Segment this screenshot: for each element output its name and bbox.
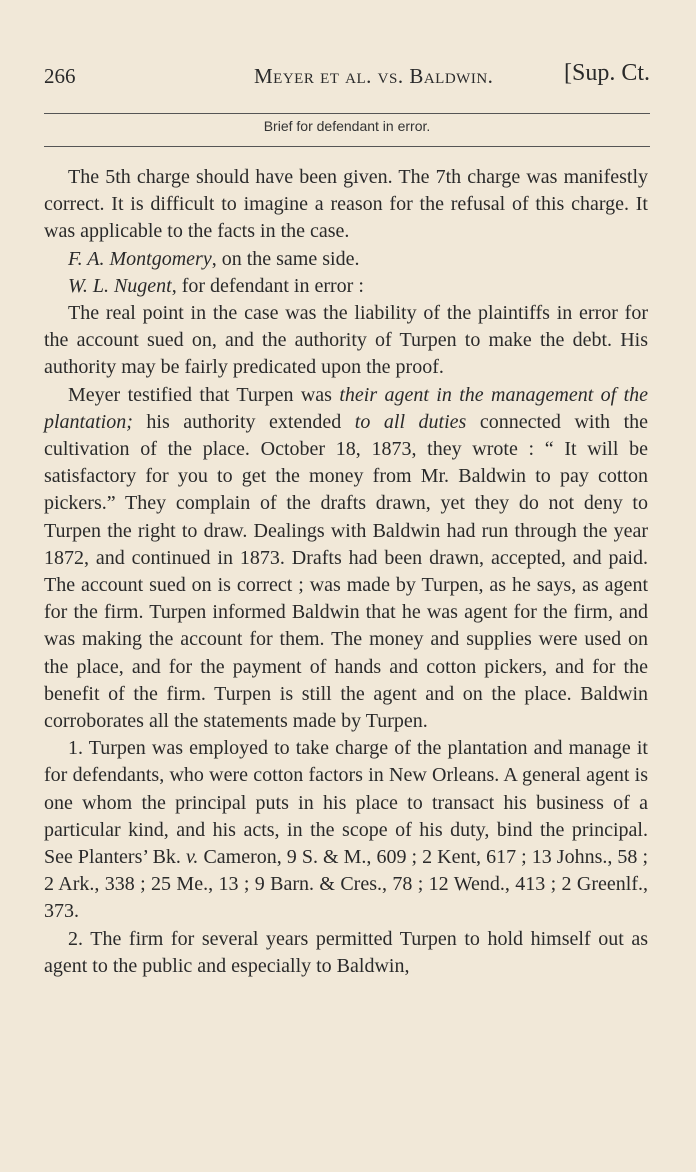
paragraph-point-one	[44, 735, 648, 925]
running-title: Meyer et al. vs. Baldwin.	[254, 64, 494, 88]
paragraph-text: , on the same side.	[211, 247, 360, 270]
header-rule	[44, 113, 650, 114]
italic-text: v.	[185, 846, 199, 869]
page-number: 266	[44, 64, 76, 88]
body-text	[44, 164, 648, 980]
italic-text: to all duties	[354, 410, 467, 433]
paragraph-text: his authority extended	[132, 410, 355, 433]
paragraph-text: 1. Turpen was employed to take charge of the plantation and manage it for defendants, who were cotton factors in New Orleans. A general agent is one whom the principal puts in his place to transact his business of a particular kind, and his acts, in the scope of his duty, bind the principal. See Planters’ Bk.	[44, 737, 648, 869]
counsel-name: F. A. Montgomery	[68, 247, 212, 270]
paragraph-meyer-testimony	[44, 382, 648, 736]
paragraph-text: Meyer testified that Turpen was	[68, 383, 340, 406]
paragraph-text: , for defendant in error :	[171, 274, 364, 297]
counsel-name: W. L. Nugent	[68, 274, 172, 297]
paragraph-real-point: The real point in the case was the liability of the plaintiffs in error for the account sued on, and the authority of Turpen to make the debt. His authority may be fairly predicated upon the proof.	[44, 302, 648, 379]
paragraph-point-two: 2. The firm for several years permitted Turpen to hold himself out as agent to the public and especially to Baldwin,	[44, 927, 648, 977]
brief-subheading: Brief for defendant in error.	[263, 118, 431, 134]
paragraph-text: connected with the cultivation of the place. October 18, 1873, they wrote : “ It will be satisfactory for you to get the money from Mr. Baldwin to pay cotton pickers.” They complain of the drafts drawn, yet they do not deny to Turpen the right to draw. Dealings with Baldwin had run through the year 1872, and continued in 1873. Drafts had been drawn, accepted, and paid. The account sued on is correct ; was made by Turpen, as he says, as agent for the firm. Turpen informed Baldwin that he was agent for the firm, and was making the account for them. The money and supplies were used on the place, and for the payment of hands and cotton pickers, and for the benefit of the firm. Turpen is still the agent and on the place. Baldwin corroborates all the statements made by Turpen.	[44, 410, 649, 733]
subheading-rule	[44, 146, 650, 147]
court-label: [Sup. Ct.	[563, 60, 650, 86]
italic-text: their agent in the management of the plantation;	[44, 383, 649, 433]
paragraph-nugent	[44, 273, 648, 300]
paragraph-charges: The 5th charge should have been given. The 7th charge was manifestly correct. It is difficult to imagine a reason for the refusal of this charge. It was applicable to the facts in the case.	[44, 166, 648, 243]
page-header	[44, 60, 650, 96]
paragraph-text: Cameron, 9 S. & M., 609 ; 2 Kent, 617 ; 13 Johns., 58 ; 2 Ark., 338 ; 25 Me., 13 ; 9 Barn. & Cres., 78 ; 12 Wend., 413 ; 2 Greenlf., 373.	[44, 846, 649, 923]
paragraph-montgomery	[44, 246, 648, 273]
